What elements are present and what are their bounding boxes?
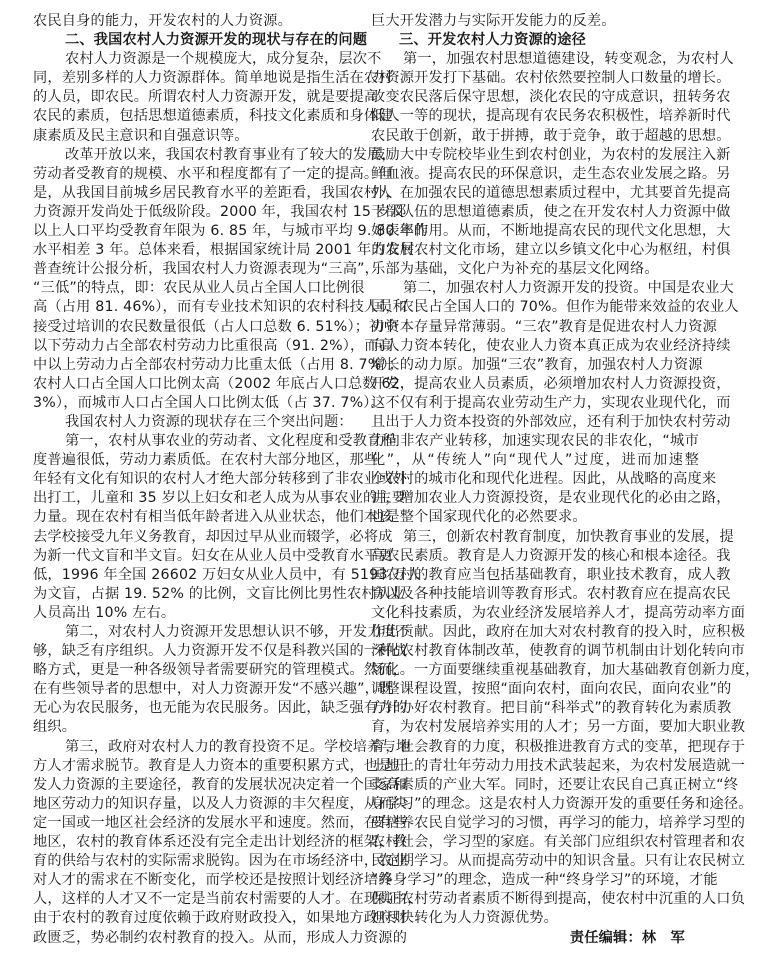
section-heading: 二、我国农村人力资源开发的现状与存在的问题 [65, 32, 368, 49]
left-column-text-line: 的人员，即农民。所谓农村人力资源开发，就是要提高 [33, 89, 379, 106]
left-column-text-line: 第一，农村从事农业的劳动者、文化程度和受教育程 [65, 433, 396, 450]
right-column-text-line: 农村社会，学习型的家庭。有关部门应组织农村管理者和农 [371, 834, 746, 851]
right-column-text-line: 育，为农村发展培养实用的人才；另一方面，要加大职业教 [371, 719, 746, 736]
right-column-text-line: 第一，加强农村思想道德建设，转变观念，为农村人 [403, 51, 734, 68]
right-column-text-line: 担尽快转化为人力资源优势。 [371, 910, 559, 927]
left-column-text-line: 接受过培训的农民数量很低（占人口总数 6. 51%）；初中 [33, 318, 398, 335]
right-column-text-line: 支高素质的产业大军。同时，还要让农民自己真正树立“终 [371, 776, 739, 793]
left-column-text-line: 人员高出 10% 左右。 [33, 604, 176, 621]
left-column-text-line: 政匮乏，势必制约农村教育的投入。从而，形成人力资源的 [33, 929, 408, 946]
left-column-text-line: 康素质及民主意识和自强意识等。 [33, 127, 249, 144]
right-column-text-line: 作出贡献。因此，政府在加大对农村教育的投入时，应积极 [371, 624, 746, 640]
left-column-text-line: 以上人口平均受教育年限为 6. 85 年，与城市平均 9. 80 年的 [33, 223, 429, 240]
right-column-text-line: 力发展农村文化市场，建立以乡镇文化中心为枢纽，村俱 [371, 242, 731, 259]
left-column-text-line: 组织。 [33, 719, 77, 736]
left-column-text-line: 力资源开发尚处于低级阶段。2000 年，我国农村 15 岁及 [33, 203, 405, 220]
right-column-text-line: 乐部为基础，文化户为补充的基层文化网络。 [371, 261, 659, 278]
right-column [371, 12, 759, 948]
left-column-text-line: 为文盲，占据 19. 52% 的比例，文盲比例比男性农村从业 [33, 585, 405, 602]
right-column-text-line: 场化。一方面要继续重视基础教育，加大基础教育创新力度， [371, 662, 759, 679]
right-column-text-line: 第三，创新农村教育制度，加快教育事业的发展，提 [403, 528, 734, 545]
left-column-text-line: 出打工，儿童和 35 岁以上妇女和老人成为从事农业的主要 [33, 490, 407, 507]
right-column-text-line: 讲，增加农业人力资源投资，是农业现代化的必由之路， [371, 490, 731, 507]
left-column-text-line: 农村人口占全国人口比例太高（2002 年底占人口总数 62. [33, 375, 405, 392]
left-column-text-line: 无心为农民服务，也无能为农民服务。因此，缺乏强有力的 [33, 700, 408, 717]
left-column-text-line: 够，缺乏有序组织。人力资源开发不仅是科教兴国的一种战 [33, 643, 408, 660]
right-column-text-line: 个农村的城市化和现代化进程。因此，从战略的高度来 [371, 471, 717, 488]
right-column-text-line: 增长的动力原。加强“三农”教育，加强农村人力资源 [371, 356, 703, 373]
right-column-text-line: 育以及各种技能培训等教育形式。农村教育应在提高农民 [371, 585, 731, 602]
right-column-text-line: 民定期学习。从而提高劳动中的知识含量。只有让农民树立 [371, 853, 746, 870]
left-column-text-line: 定一国或一地区社会经济的发展水平和速度。然而，在有些 [33, 814, 408, 831]
section-heading: 三、开发农村人力资源的途径 [399, 32, 587, 49]
right-column-text-line: 鲜血液。提高农民的环保意识，走生态农业发展之路。另 [371, 165, 731, 182]
right-column-text-line: 土地上的青壮年劳动力用技术武装起来，为农村发展造就一 [371, 757, 746, 774]
left-column-text-line: 普查统计公报分析，我国农村人力资源表现为“三高”， [33, 261, 380, 278]
right-column-text-line: 且出于人力资本投资的外部效应，还有利于加快农村劳动 [371, 413, 731, 430]
right-column-text-line: 国，农民占全国人口的 70%。但作为能带来效益的农业人 [371, 299, 739, 316]
left-column-text-line: 在有些领导者的思想中，对人力资源开发“不感兴趣”，既 [33, 681, 394, 698]
right-column-text-line: 深化农村教育体制改革，使教育的调节机制由计划化转向市 [371, 643, 746, 660]
left-column-text-line: 劳动者受教育的规模、水平和程度都有了一定的提高。但 [33, 165, 393, 182]
right-column-text-line: 国农村的教育应当包括基础教育，职业技术教育，成人教 [371, 566, 731, 583]
right-column-text-line: 力资源开发打下基础。农村依然要控制人口数量的增长。 [371, 70, 731, 87]
left-column-text-line: 高（占用 81. 46%），而有专业技术知识的农村科技人员和 [33, 299, 408, 316]
right-column-text-line: “终身学习”的理念，造成一种“终身学习”的环境，才能 [371, 872, 718, 889]
right-column-text-line: 干部队伍的思想道德素质，使之在开发农村人力资源中做 [371, 203, 731, 220]
right-column-text-line: 要培养农民自觉学习的习惯，再学习的能力，培养学习型的 [371, 814, 746, 831]
left-column-text-line: 地区，农村的教育体系还没有完全走出计划经济的框架，教 [33, 834, 408, 851]
left-column-text-line: 中以上劳动力占全部农村劳动力比重太低（占用 8. 7%）； [33, 356, 404, 373]
right-column-text-line: 低人一等的现状，提高现有农民务农积极性，培养新时代 [371, 108, 731, 125]
left-column-text-line: 育的供给与农村的实际需求脱钩。因为在市场经济中，农业 [33, 853, 408, 870]
right-column-text-line: 调整课程设置，按照“面向农村，面向农民，面向农业”的 [371, 681, 732, 698]
right-column-text-line: 向人力资本转化，使农业人力资本真正成为农业经济持续 [371, 337, 731, 354]
right-column-text-line: 身学习”的理念。这是农村人力资源开发的重要任务和途径。 [371, 795, 753, 812]
left-column-text-line: 方人才需求脱节。教育是人力资本的重要积累方式，也是开 [33, 757, 408, 774]
left-column-text-line: “三低”的特点，即：农民从业人员占全国人口比例很 [33, 280, 365, 297]
left-column-text-line: 同，差别多样的人力资源群体。简单地说是指生活在农村 [33, 70, 393, 87]
left-column-text-line: 水平相差 3 年。总体来看，根据国家统计局 2001 年的农村 [33, 242, 415, 259]
left-column [33, 12, 429, 948]
right-column-text-line: 巨大开发潜力与实际开发能力的反差。 [371, 13, 616, 29]
left-column-text-line: 去学校接受九年义务教育，却因过早从业而辍学，必将成 [33, 528, 393, 545]
left-column-text-line: 力量。现在农村有相当低年龄者进入从业状态，他们本该 [33, 509, 393, 526]
left-column-text-line: 为新一代文盲和半文盲。妇女在从业人员中受教育水平更 [33, 547, 393, 564]
left-column-text-line: 年轻有文化有知识的农村人才绝大部分转移到了非农业或外 [33, 471, 408, 488]
right-column-text-line: 力向非农产业转移，加速实现农民的非农化，“城市 [371, 433, 699, 450]
left-column-text-line: 农村人力资源是一个规模庞大，成分复杂，层次不 [65, 51, 382, 68]
right-column-text-line: 也是整个国家现代化的必然要求。 [371, 509, 587, 526]
right-column-text-line: 力资本存量异常薄弱。“三农”教育是促进农村人力资源 [371, 318, 718, 335]
left-column-text-line: 以下劳动力占全部农村劳动力比重很高（91. 2%），而高 [33, 337, 394, 354]
left-column-text-line: 是，从我国目前城乡居民教育水平的差距看，我国农村人 [33, 184, 393, 201]
left-column-text-line: 度普遍很低，劳动力素质低。在农村大部分地区，那些 [33, 452, 379, 469]
right-column-text-line: 这不仅有利于提高农业劳动生产力，实现农业现代化，而 [371, 394, 731, 411]
left-column-text-line: 发人力资源的主要途径，教育的发展状况决定着一个国家和 [33, 776, 408, 793]
left-column-text-line: 3%），而城市人口占全国人口比例太低（占 37. 7%）。 [33, 394, 385, 411]
right-column-text-line: 开发，提高农业人员素质，必须增加农村人力资源投资， [371, 375, 731, 392]
right-column-text-line: 育，社会教育的力度，积极推进教育方式的变革，把现存于 [371, 738, 746, 755]
left-column-text-line: 地区劳动力的知识存量，以及人力资源的丰欠程度，从而决 [33, 795, 408, 812]
left-column-text-line: 由于农村的教育过度依赖于政府财政投入，如果地方政府财 [33, 910, 408, 927]
right-column-text-line: 文化科技素质，为农业经济发展培养人才，提高劳动率方面 [371, 604, 746, 621]
right-column-text-line: 好表率作用。从而，不断地提高农民的现代文化思想，大 [371, 223, 731, 240]
left-column-text-line: 农民自身的能力，开发农村的人力资源。 [33, 13, 292, 29]
editor-credit: 责任编辑：林 军 [569, 929, 685, 946]
right-column-text-line: 方针办好农村教育。把目前“科举式”的教育转化为素质教 [371, 700, 732, 717]
left-column-text-line: 农民的素质，包括思想道德素质，科技文化素质和身体健 [33, 108, 393, 125]
right-column-text-line: 改变农民落后保守思想，淡化农民的守成意识，扭转务农 [371, 89, 731, 106]
right-column-text-line: 高农民素质。教育是人力资源开发的核心和根本途径。我 [371, 547, 731, 564]
left-column-text-line: 改革开放以来，我国农村教育事业有了较大的发展， [65, 146, 396, 163]
left-column-text-line: 第二，对农村人力资源开发思想认识不够，开发力度不 [65, 624, 411, 640]
left-column-text-line: 我国农村人力资源的现状存在三个突出问题： [65, 413, 353, 430]
left-column-text-line: 人，这样的人才又不一定是当前农村需要的人才。在现实中， [33, 891, 422, 908]
left-column-text-line: 低，1996 年全国 26602 万妇女从业人员中，有 5193 万人 [33, 566, 422, 583]
left-column-text-line: 第三，政府对农村人力的教育投资不足。学校培养与地 [65, 738, 411, 755]
right-column-text-line: 农民敢于创新，敢于拼搏，敢于竞争，敢于超越的思想。 [371, 127, 731, 144]
right-column-text-line: 外，在加强农民的道德思想素质过程中，尤其要首先提高 [371, 184, 731, 201]
right-column-text-line: 鼓励大中专院校毕业生到农村创业，为农村的发展注入新 [371, 146, 731, 163]
left-column-text-line: 对人才的需求在不断变化，而学校还是按照计划经济培养 [33, 872, 393, 889]
right-column-text-line: 化”，从“传统人”向“现代人”过度，进而加速整 [371, 452, 699, 469]
right-column-text-line: 保证农村劳动者素质不断得到提高，使农村中沉重的人口负 [371, 891, 746, 908]
right-column-text-line: 第二，加强农村人力资源开发的投资。中国是农业大 [403, 280, 734, 297]
left-column-text-line: 略方式，更是一种各级领导者需要研究的管理模式。然而， [33, 662, 408, 679]
